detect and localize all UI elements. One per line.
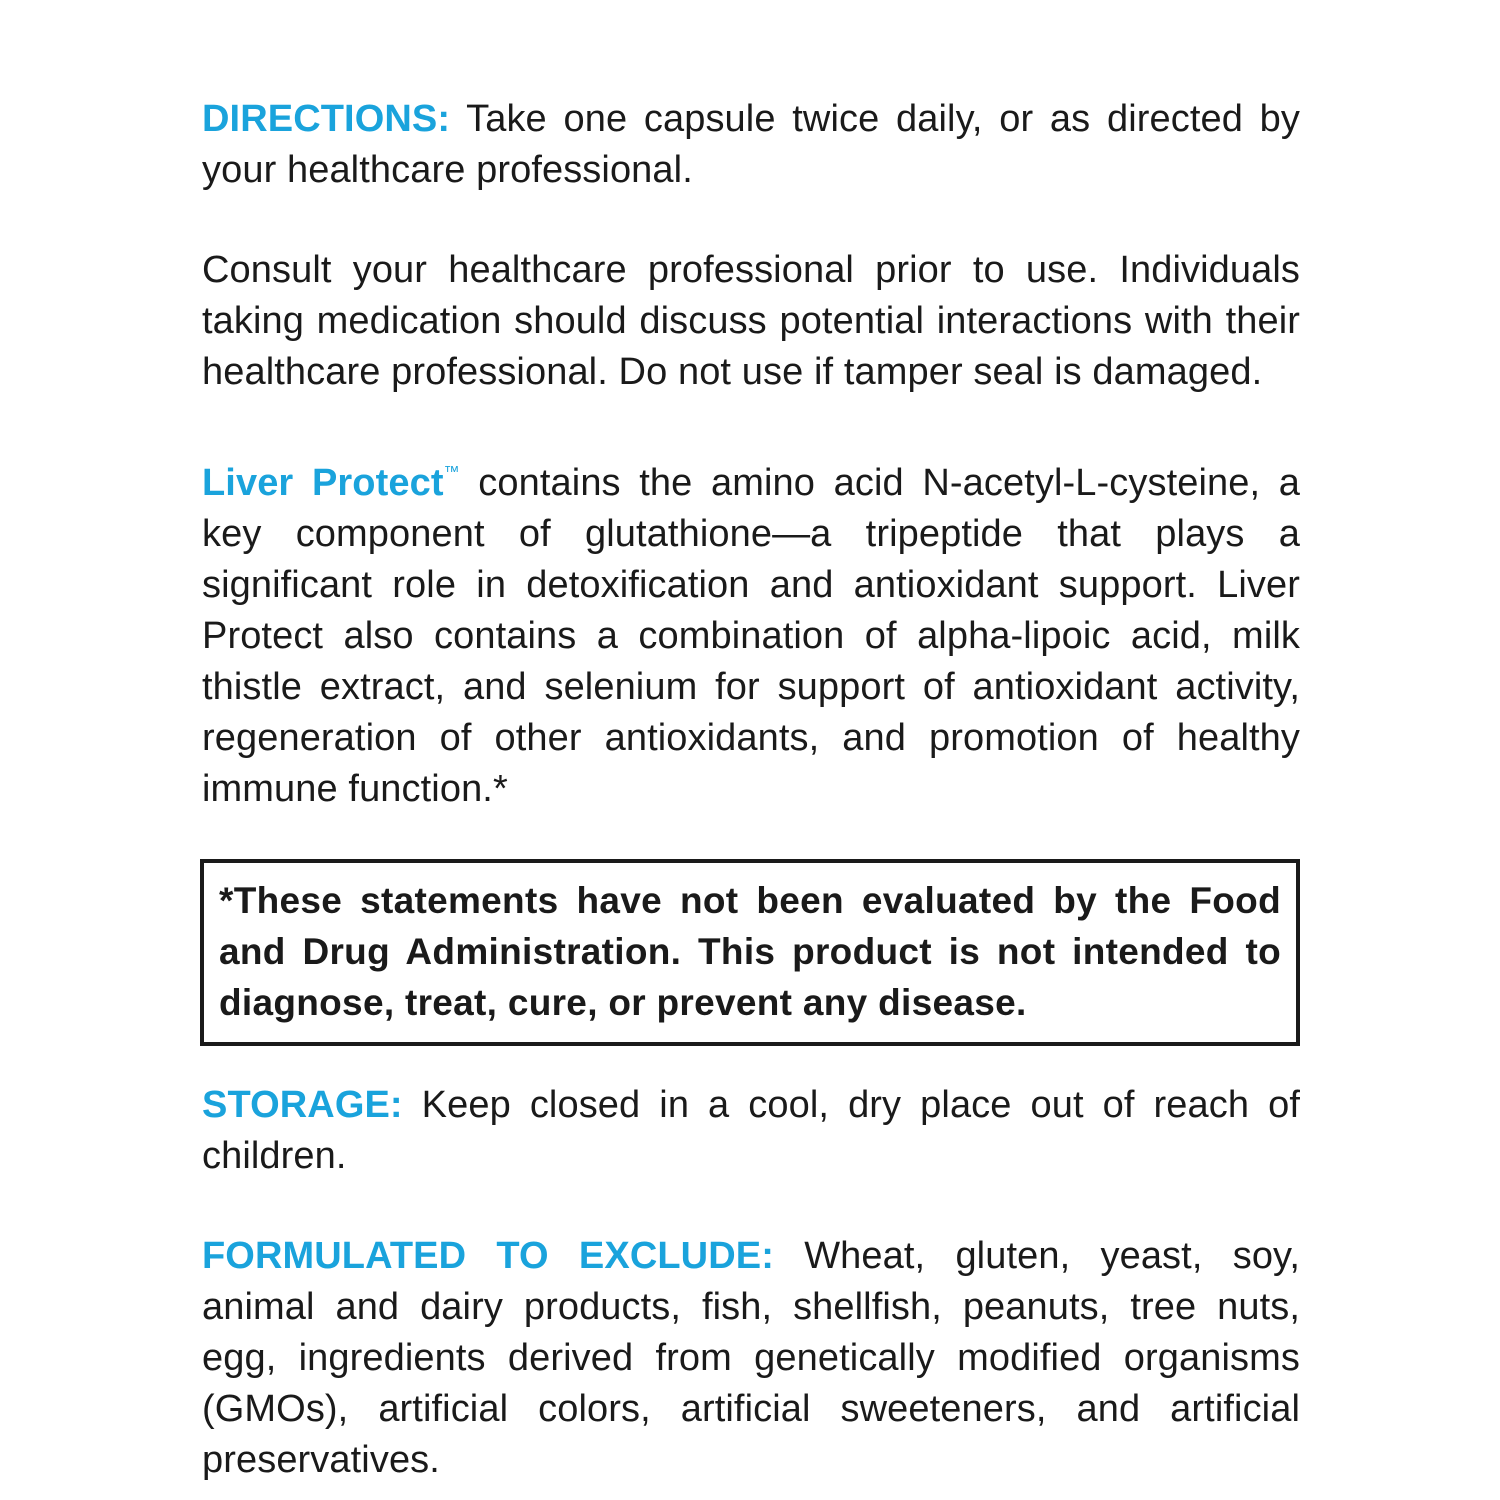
- storage-label: STORAGE:: [202, 1084, 403, 1126]
- storage-paragraph: [202, 1080, 1300, 1182]
- exclusions-paragraph: [202, 1231, 1300, 1486]
- caution-paragraph: Consult your healthcare professional prior to use. Individuals taking medication should discuss potential interactions with their healthcare professional. Do not use if tamper seal is damaged.: [202, 249, 1300, 393]
- description-text: contains the amino acid N-acetyl-L-cysteine, a key component of glutathione—a tripeptide that plays a significant role in detoxification and antioxidant support. Liver Protect also contains a combination of alpha-lipoic acid, milk thistle extract, and selenium for support of antioxidant activity, regeneration of other antioxidants, and promotion of healthy immune function.*: [202, 462, 1300, 810]
- directions-text: Take one capsule twice daily, or as directed by your healthcare professional.: [202, 98, 1300, 191]
- storage-text: Keep closed in a cool, dry place out of reach of children.: [202, 1084, 1300, 1177]
- exclusions-text: Wheat, gluten, yeast, soy, animal and dairy products, fish, shellfish, peanuts, tree nuts, egg, ingredients derived from genetically modified organisms (GMOs), artificial colors, artificial sweeteners, and artificial preservatives.: [202, 1235, 1300, 1481]
- exclusions-label: FORMULATED TO EXCLUDE:: [202, 1235, 774, 1277]
- trademark-symbol: ™: [443, 464, 460, 481]
- directions-paragraph: [202, 94, 1300, 196]
- label-content: [202, 94, 1300, 1486]
- directions-label: DIRECTIONS:: [202, 98, 451, 140]
- fda-disclaimer-box: [200, 859, 1300, 1046]
- description-paragraph: [202, 447, 1300, 815]
- brand-name: Liver Protect: [202, 462, 444, 504]
- fda-disclaimer-text: *These statements have not been evaluated by the Food and Drug Administration. This product is not intended to diagnose, treat, cure, or prevent any disease.: [219, 880, 1281, 1023]
